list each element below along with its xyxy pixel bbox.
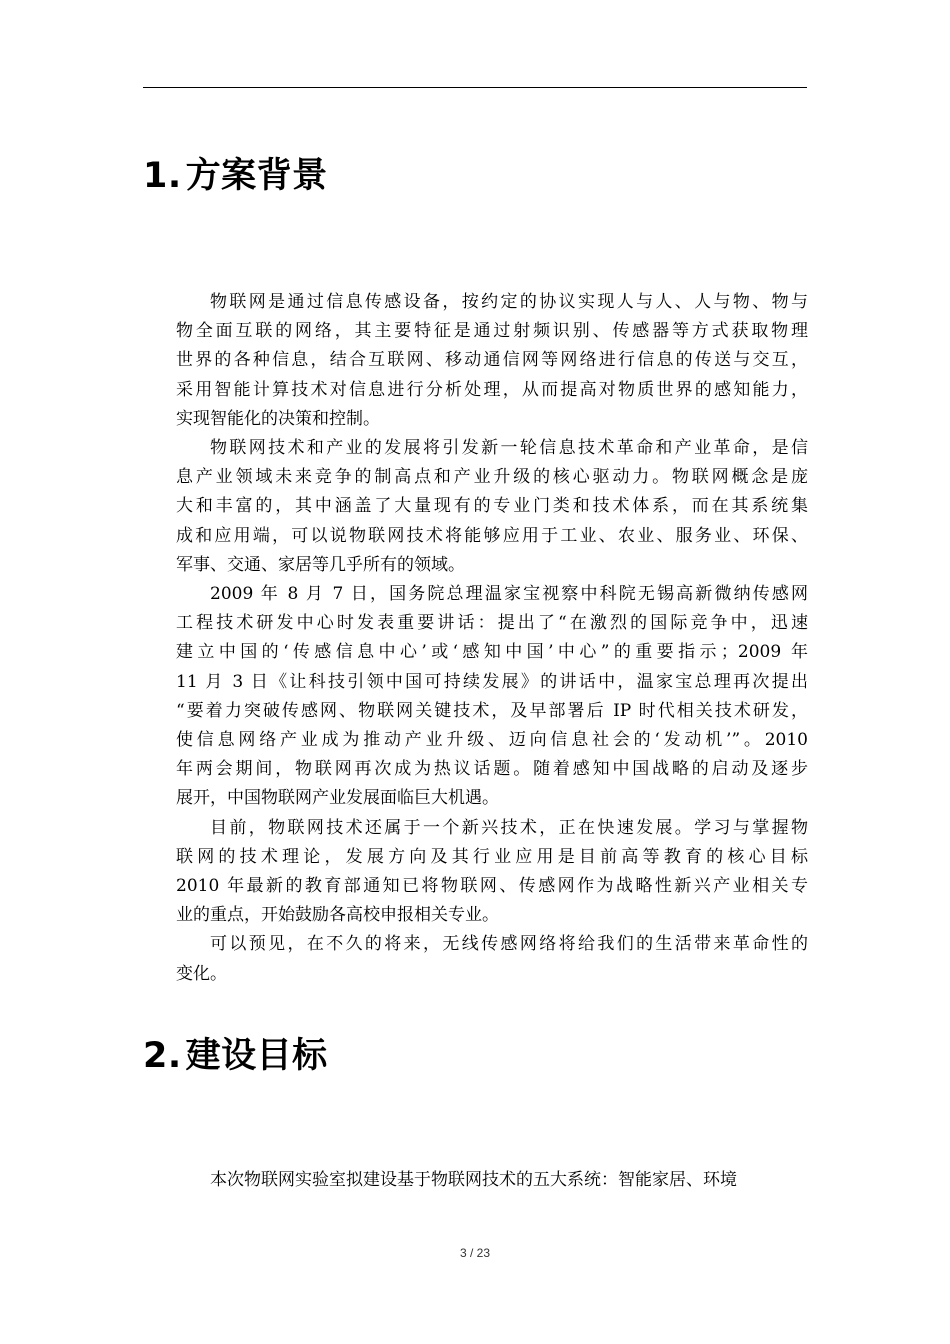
section-1-body (176, 288, 808, 989)
paragraph (176, 288, 808, 434)
text-line: 2009 年 8 月 7 日，国务院总理温家宝视察中科院无锡高新微纳传感网 (210, 584, 808, 605)
paragraph (176, 814, 808, 931)
text-line: 本次物联网实验室拟建设基于物联网技术的五大系统：智能家居、环境 (210, 1170, 737, 1190)
text-line: 大和丰富的，其中涵盖了大量现有的专业门类和技术体系，而在其系统集 (176, 496, 808, 517)
section-heading-1 (143, 154, 328, 198)
section-title: 建设目标 (185, 1036, 328, 1076)
page-number: 3 / 23 (459, 1246, 491, 1260)
text-line: 11 月 3 日《让科技引领中国可持续发展》的讲话中，温家宝总理再次提出 (176, 671, 808, 692)
text-line: 展开，中国物联网产业发展面临巨大机遇。 (176, 788, 499, 809)
text-line: 年两会期间，物联网再次成为热议话题。随着感知中国战略的启动及逐步 (176, 759, 808, 780)
text-line: 物联网是通过信息传感设备，按约定的协议实现人与人、人与物、物与 (210, 292, 808, 312)
section-number: 1. (143, 156, 182, 196)
text-line: 采用智能计算技术对信息进行分析处理，从而提高对物质世界的感知能力， (176, 379, 808, 400)
text-line: 可以预见，在不久的将来，无线传感网络将给我们的生活带来革命性的 (210, 934, 808, 955)
text-line: 物联网技术和产业的发展将引发新一轮信息技术革命和产业革命，是信 (210, 438, 808, 459)
paragraph (176, 1166, 808, 1195)
text-line: 业的重点，开始鼓励各高校申报相关专业。 (176, 905, 499, 926)
paragraph (176, 580, 808, 814)
text-line: 2010 年最新的教育部通知已将物联网、传感网作为战略性新兴产业相关专 (176, 876, 808, 897)
text-line: 目前，物联网技术还属于一个新兴技术，正在快速发展。学习与掌握物 (210, 817, 808, 838)
text-line: “要着力突破传感网、物联网关键技术，及早部署后 IP 时代相关技术研发， (176, 700, 808, 721)
paragraph (176, 930, 808, 988)
section-title: 方案背景 (185, 156, 328, 196)
text-line: 联网的技术理论，发展方向及其行业应用是目前高等教育的核心目标 (176, 846, 808, 867)
text-line: 实现智能化的决策和控制。 (176, 408, 380, 429)
text-line: 世界的各种信息，结合互联网、移动通信网等网络进行信息的传送与交互， (176, 350, 808, 371)
text-line: 工程技术研发中心时发表重要讲话：提出了“在激烈的国际竞争中，迅速 (176, 613, 808, 634)
paragraph (176, 434, 808, 580)
section-number: 2. (143, 1036, 182, 1076)
text-line: 建立中国的‘传感信息中心’或‘感知中国’中心”的重要指示；2009 年 (176, 642, 808, 663)
section-heading-2 (143, 1034, 328, 1078)
section-2-body (176, 1166, 808, 1195)
text-line: 息产业领域未来竞争的制高点和产业升级的核心驱动力。物联网概念是庞 (176, 467, 808, 488)
text-line: 军事、交通、家居等几乎所有的领域。 (176, 554, 465, 575)
text-line: 物全面互联的网络，其主要特征是通过射频识别、传感器等方式获取物理 (176, 321, 808, 342)
header-rule (143, 87, 807, 88)
text-line: 变化。 (176, 963, 227, 984)
text-line: 成和应用端，可以说物联网技术将能够应用于工业、农业、服务业、环保、 (176, 525, 808, 546)
text-line: 使信息网络产业成为推动产业升级、迈向信息社会的‘发动机’”。2010 (176, 730, 808, 751)
